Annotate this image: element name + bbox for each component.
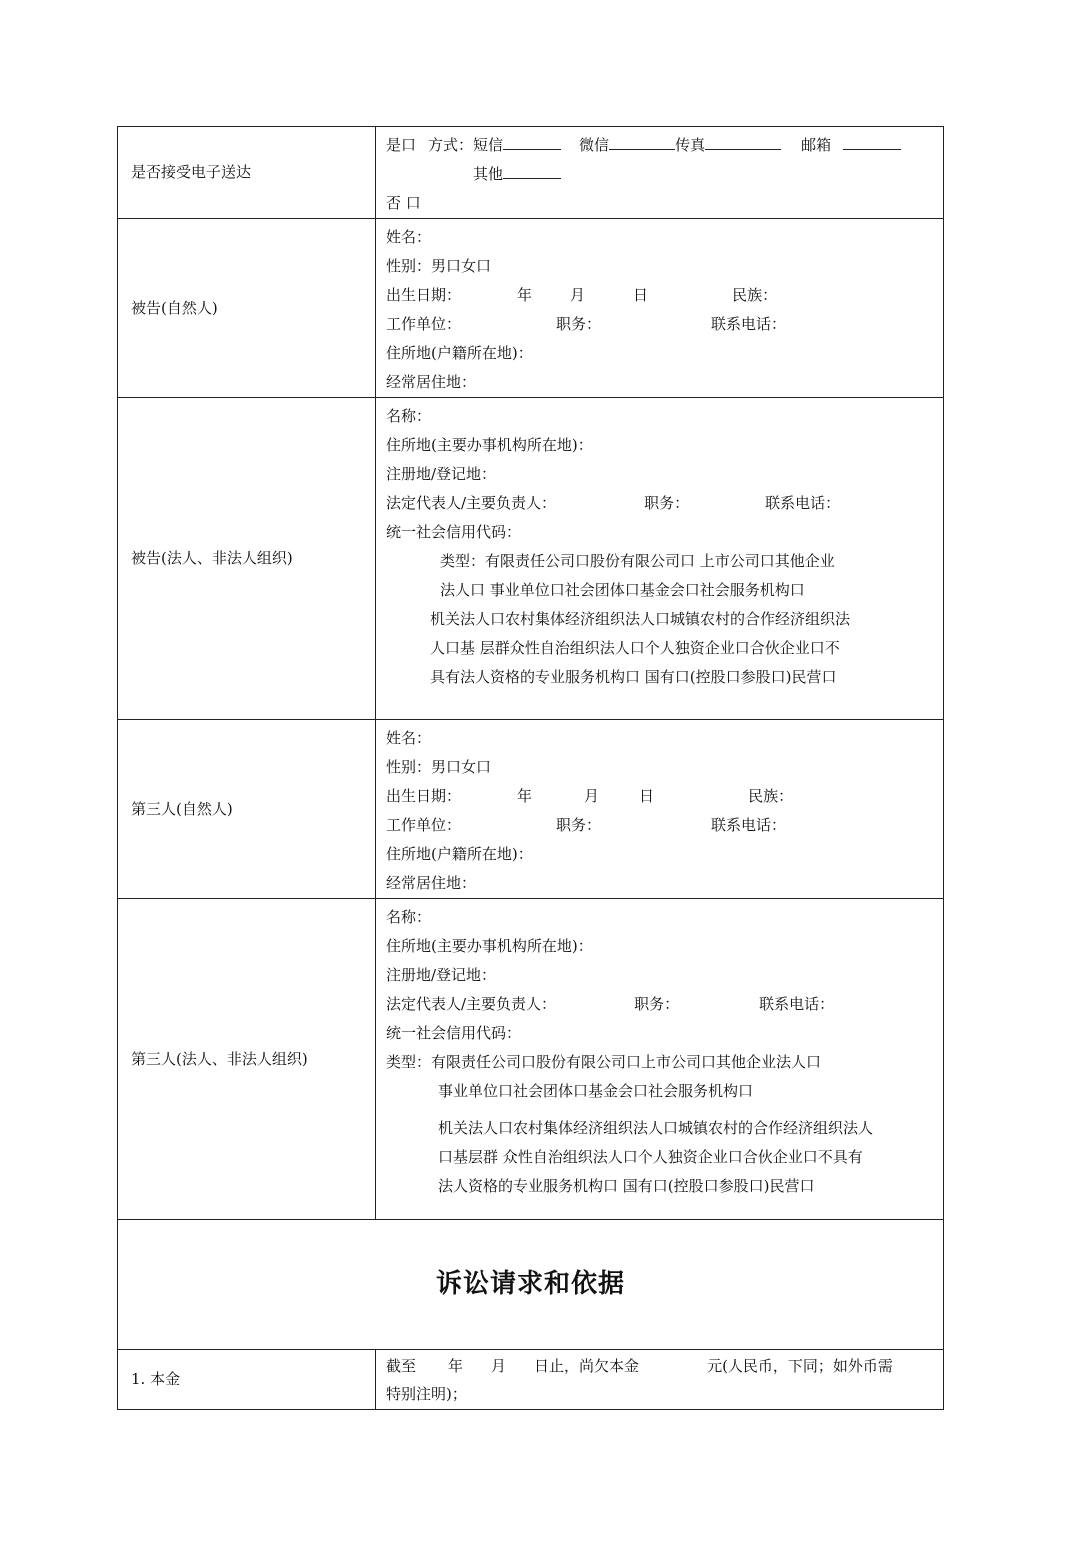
tp-org-type-line-3: 机关法人口农村集体经济组织法人口城镇农村的合作经济组织法人 — [438, 1119, 874, 1137]
electronic-service-row — [118, 127, 944, 219]
principal-unit: 元(人民币，下同；如外币需 — [707, 1357, 893, 1375]
rep-label: 法定代表人/主要负责人： — [386, 494, 557, 512]
other-label: 其他 — [473, 165, 504, 183]
fax-field[interactable] — [705, 134, 781, 150]
tp-employer-label: 工作单位： — [386, 816, 462, 834]
principal-row — [118, 1350, 944, 1410]
tp-residence-label: 经常居住地： — [386, 874, 477, 892]
email-field[interactable] — [843, 134, 901, 150]
other-field[interactable] — [503, 163, 561, 179]
month-label: 月 — [570, 286, 586, 304]
principal-day-suffix: 日止，尚欠本金 — [534, 1357, 640, 1375]
tp-domicile-label: 住所地(户籍所在地)： — [386, 845, 533, 863]
tp-employer-field — [386, 811, 941, 840]
tp-domicile-field — [386, 840, 941, 869]
sms-label: 短信 — [473, 136, 504, 154]
rep-field — [386, 489, 941, 518]
rep-position-label: 职务： — [644, 494, 690, 512]
credit-code-label: 统一社会信用代码： — [386, 523, 522, 541]
gender-field — [386, 252, 941, 281]
method-label: 方式： — [428, 136, 474, 154]
phone-label: 联系电话： — [711, 315, 787, 333]
electronic-service-label: 是否接受电子送达 — [118, 127, 376, 219]
tp-rep-position-label: 职务： — [634, 995, 680, 1013]
defendant-legal-fields — [376, 398, 944, 720]
defendant-legal-label: 被告(法人、非法人组织) — [118, 398, 376, 720]
principal-content — [376, 1350, 944, 1410]
year-label: 年 — [517, 286, 533, 304]
tp-ethnicity-label: 民族： — [748, 787, 794, 805]
third-party-natural-fields — [376, 720, 944, 899]
fax-label: 传真 — [675, 136, 706, 154]
tp-rep-label: 法定代表人/主要负责人： — [386, 995, 557, 1013]
registered-label: 注册地/登记地： — [386, 465, 497, 483]
ethnicity-label: 民族： — [732, 286, 778, 304]
third-party-natural-label: 第三人(自然人) — [118, 720, 376, 899]
tp-position-label: 职务： — [556, 816, 602, 834]
tp-birth-label: 出生日期： — [386, 787, 462, 805]
tp-org-type-line-5: 法人资格的专业服务机构口 国有口(控股口参股口)民营口 — [438, 1177, 815, 1195]
electronic-service-line-1 — [386, 131, 941, 160]
domicile-field — [386, 339, 941, 368]
electronic-service-line-3 — [386, 189, 941, 218]
electronic-service-line-2 — [386, 160, 941, 189]
tp-gender-field — [386, 753, 941, 782]
tp-residence-field — [386, 869, 941, 898]
section-title: 诉讼请求和依据 — [118, 1220, 944, 1350]
principal-month: 月 — [491, 1357, 507, 1375]
tp-registered-field — [386, 961, 941, 990]
defendant-natural-fields — [376, 219, 944, 398]
section-title-row — [118, 1220, 944, 1350]
birth-field — [386, 281, 941, 310]
tp-credit-code-label: 统一社会信用代码： — [386, 1024, 522, 1042]
tp-org-type-line-1: 类型：有限责任公司口股份有限公司口上市公司口其他企业法人口 — [386, 1053, 822, 1071]
complaint-form-table — [117, 126, 944, 1410]
email-label: 邮箱 — [801, 136, 832, 154]
tp-org-type-line-2: 事业单位口社会团体口基金会口社会服务机构口 — [438, 1082, 754, 1100]
defendant-natural-row — [118, 219, 944, 398]
wechat-field[interactable] — [609, 134, 675, 150]
org-type-line-3: 机关法人口农村集体经济组织法人口城镇农村的合作经济组织法 — [430, 610, 851, 628]
electronic-service-options — [376, 127, 944, 219]
org-name-label: 名称： — [386, 407, 432, 425]
third-party-natural-row — [118, 720, 944, 899]
tp-name-label: 姓名： — [386, 729, 432, 747]
tp-org-name-label: 名称： — [386, 908, 432, 926]
tp-credit-code-field — [386, 1019, 941, 1048]
registered-field — [386, 460, 941, 489]
rep-phone-label: 联系电话： — [765, 494, 841, 512]
org-type-line-5: 具有法人资格的专业服务机构口 国有口(控股口参股口)民营口 — [430, 668, 837, 686]
org-type-line-1: 类型：有限责任公司口股份有限公司口 上市公司口其他企业 — [440, 552, 835, 570]
tp-registered-label: 注册地/登记地： — [386, 966, 497, 984]
third-party-legal-fields — [376, 899, 944, 1220]
tp-year-label: 年 — [517, 787, 533, 805]
tp-rep-field — [386, 990, 941, 1019]
employer-label: 工作单位： — [386, 315, 462, 333]
principal-line-2: 特别注明)； — [386, 1385, 467, 1403]
position-label: 职务： — [556, 315, 602, 333]
principal-year: 年 — [448, 1357, 464, 1375]
sms-field[interactable] — [503, 134, 561, 150]
residence-label: 经常居住地： — [386, 373, 477, 391]
tp-day-label: 日 — [639, 787, 655, 805]
credit-code-field — [386, 518, 941, 547]
birth-label: 出生日期： — [386, 286, 462, 304]
tp-org-type-line-4: 口基层群 众性自治组织法人口个人独资企业口合伙企业口不具有 — [438, 1148, 863, 1166]
third-party-legal-label: 第三人(法人、非法人组织) — [118, 899, 376, 1220]
org-name-field — [386, 402, 941, 431]
tp-org-name-field — [386, 903, 941, 932]
gender-label[interactable]: 性别：男口女口 — [386, 257, 492, 275]
name-label: 姓名： — [386, 228, 432, 246]
defendant-natural-label: 被告(自然人) — [118, 219, 376, 398]
org-type-line-4: 人口基 层群众性自治组织法人口个人独资企业口合伙企业口不 — [430, 639, 840, 657]
tp-gender-label[interactable]: 性别：男口女口 — [386, 758, 492, 776]
no-checkbox-label[interactable]: 否 口 — [386, 194, 421, 212]
tp-name-field — [386, 724, 941, 753]
residence-field — [386, 368, 941, 397]
org-address-field — [386, 431, 941, 460]
principal-label: 1. 本金 — [118, 1350, 376, 1410]
tp-birth-field — [386, 782, 941, 811]
tp-rep-phone-label: 联系电话： — [759, 995, 835, 1013]
employer-field — [386, 310, 941, 339]
org-address-label: 住所地(主要办事机构所在地)： — [386, 436, 593, 454]
principal-line-1 — [386, 1352, 941, 1380]
name-field — [386, 223, 941, 252]
tp-org-address-label: 住所地(主要办事机构所在地)： — [386, 937, 593, 955]
tp-month-label: 月 — [584, 787, 600, 805]
yes-checkbox-label[interactable]: 是口 — [386, 136, 417, 154]
org-type-line-2: 法人口 事业单位口社会团体口基金会口社会服务机构口 — [440, 581, 805, 599]
wechat-label: 微信 — [579, 136, 610, 154]
day-label: 日 — [633, 286, 649, 304]
tp-phone-label: 联系电话： — [711, 816, 787, 834]
domicile-label: 住所地(户籍所在地)： — [386, 344, 533, 362]
tp-org-address-field — [386, 932, 941, 961]
principal-prefix: 截至 — [386, 1357, 417, 1375]
third-party-legal-row — [118, 899, 944, 1220]
defendant-legal-row — [118, 398, 944, 720]
